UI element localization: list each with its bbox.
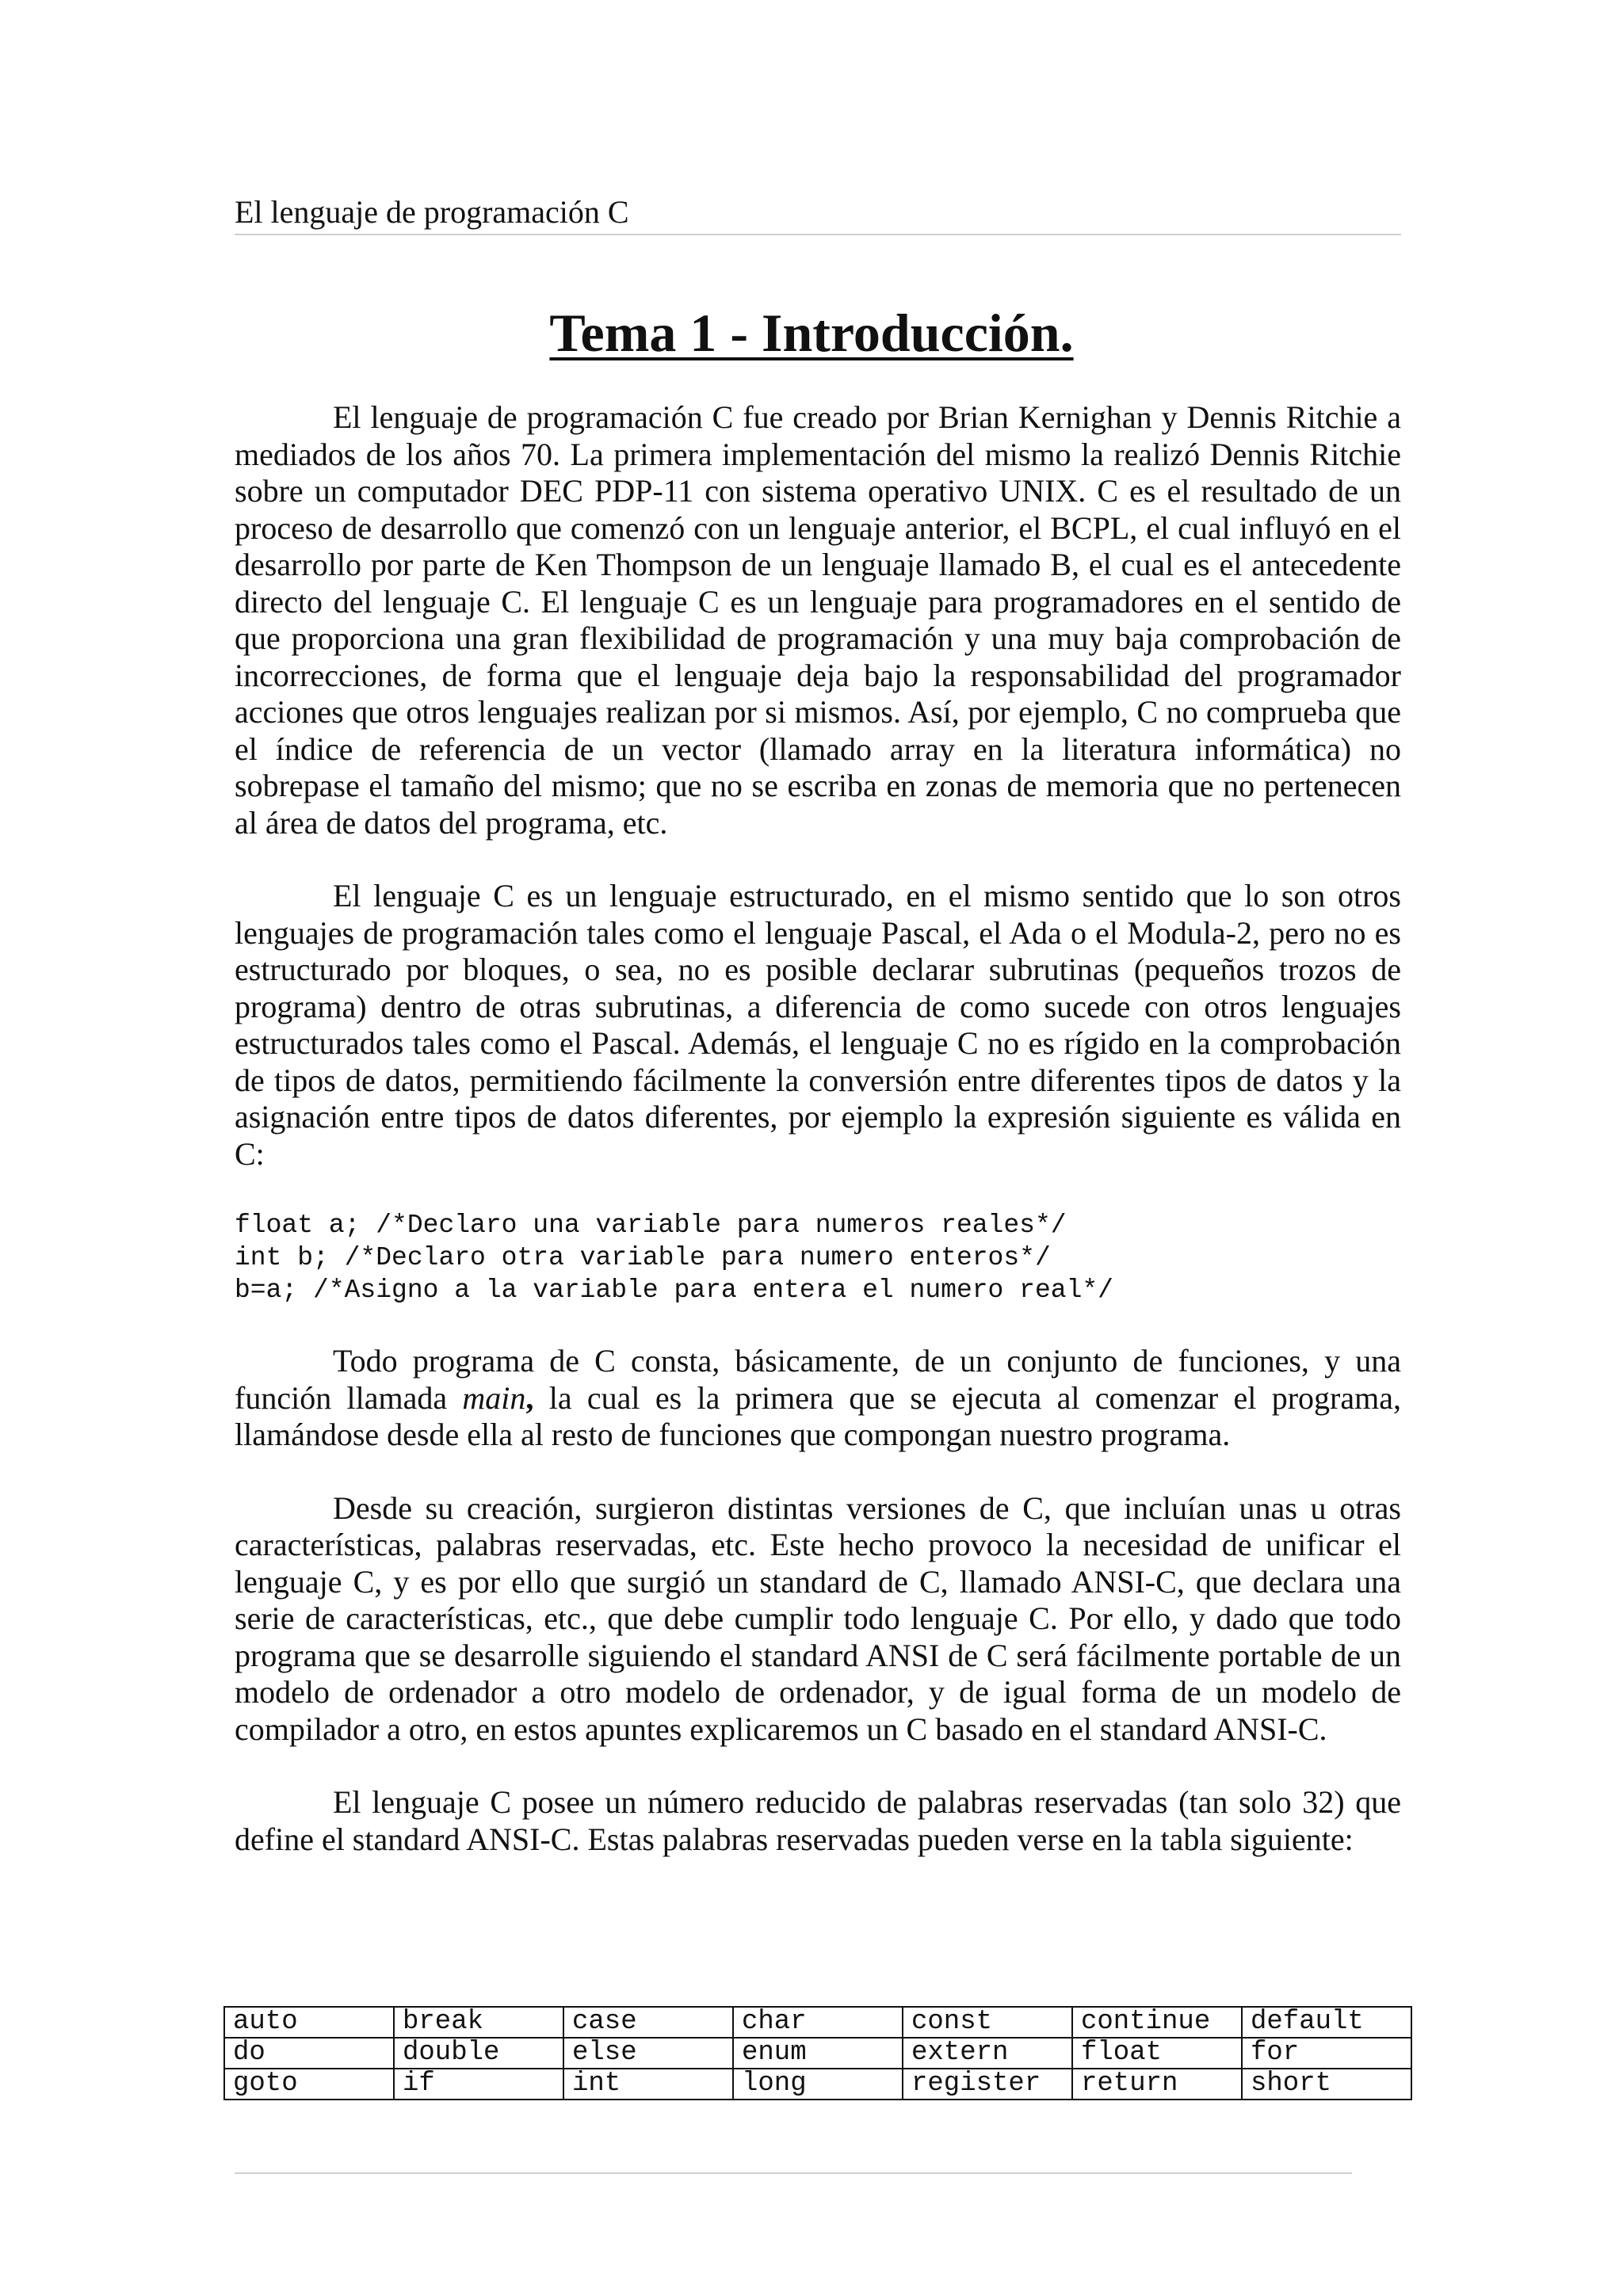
table-row xyxy=(224,2069,1411,2100)
table-cell: char xyxy=(733,2007,903,2038)
footer-divider xyxy=(235,2172,1352,2174)
page-title: Tema 1 - Introducción. xyxy=(549,303,1074,363)
bold-comma: , xyxy=(525,1379,534,1416)
code-line: int b; /*Declaro otra variable para numero enteros*/ xyxy=(235,1243,1051,1272)
table-cell: goto xyxy=(224,2069,394,2100)
paragraph-keywords-intro: El lenguaje C posee un número reducido de palabras reservadas (tan solo 32) que define el standard ANSI-C. Estas palabras reservadas pueden verse en la tabla siguiente: xyxy=(235,1784,1401,1857)
paragraph-structure: El lenguaje C es un lenguaje estructurado, en el mismo sentido que lo son otros lenguajes de programación tales como el lenguaje Pascal, el Ada o el Modula-2, pero no es estructurado por bloques, o sea, no es posible declarar subrutinas (pequeños trozos de programa) dentro de otras subrutinas, a diferencia de como sucede con otros lenguajes estructurados tales como el Pascal. Además, el lenguaje C no es rígido en la comprobación de tipos de datos, permitiendo fácilmente la conversión entre diferentes tipos de datos y la asignación entre tipos de datos diferentes, por ejemplo la expresión siguiente es válida en C: xyxy=(235,878,1401,1172)
table-cell: if xyxy=(394,2069,563,2100)
paragraph-main-function xyxy=(235,1343,1401,1454)
table-cell: auto xyxy=(224,2007,394,2038)
table-cell: long xyxy=(733,2069,903,2100)
table-cell: return xyxy=(1072,2069,1242,2100)
table-row xyxy=(224,2007,1411,2038)
table-cell: double xyxy=(394,2038,563,2069)
code-line: b=a; /*Asigno a la variable para entera el numero real*/ xyxy=(235,1276,1113,1305)
table-cell: register xyxy=(903,2069,1072,2100)
paragraph-origin: El lenguaje de programación C fue creado por Brian Kernighan y Dennis Ritchie a mediados de los años 70. La primera implementación del mismo la realizó Dennis Ritchie sobre un computador DEC PDP-11 con sistema operativo UNIX. C es el resultado de un proceso de desarrollo que comenzó con un lenguaje anterior, el BCPL, el cual influyó en el desarrollo por parte de Ken Thompson de un lenguaje llamado B, el cual es el antecedente directo del lenguaje C. El lenguaje C es un lenguaje para programadores en el sentido de que proporciona una gran flexibilidad de programación y una muy baja comprobación de incorrecciones, de forma que el lenguaje deja bajo la responsabilidad del programador acciones que otros lenguajes realizan por si mismos. Así, por ejemplo, C no comprueba que el índice de referencia de un vector (llamado array en la literatura informática) no sobrepase el tamaño del mismo; que no se escriba en zonas de memoria que no pertenecen al área de datos del programa, etc. xyxy=(235,399,1401,841)
table-cell: default xyxy=(1242,2007,1411,2038)
reserved-words-table xyxy=(223,2006,1412,2100)
main-content xyxy=(235,399,1401,1894)
table-cell: else xyxy=(563,2038,733,2069)
code-line: float a; /*Declaro una variable para numeros reales*/ xyxy=(235,1211,1067,1240)
table-cell: case xyxy=(563,2007,733,2038)
table-cell: enum xyxy=(733,2038,903,2069)
table-cell: const xyxy=(903,2007,1072,2038)
main-keyword: main xyxy=(462,1379,526,1416)
table-cell: break xyxy=(394,2007,563,2038)
table-cell: short xyxy=(1242,2069,1411,2100)
table-cell: continue xyxy=(1072,2007,1242,2038)
table-cell: do xyxy=(224,2038,394,2069)
table-cell: extern xyxy=(903,2038,1072,2069)
code-example xyxy=(235,1209,1401,1306)
text-segment: la cual es la primera que se ejecuta al comenzar el programa, llamándose desde ella al resto de funciones que compongan nuestro programa. xyxy=(235,1379,1401,1452)
table-cell: int xyxy=(563,2069,733,2100)
text-segment: Todo programa de C consta, básicamente, de un conjunto de funciones, y una función llamada xyxy=(235,1343,1401,1416)
table-cell: float xyxy=(1072,2038,1242,2069)
table-cell: for xyxy=(1242,2038,1411,2069)
running-header: El lenguaje de programación C xyxy=(235,193,1401,235)
table-row xyxy=(224,2038,1411,2069)
paragraph-ansi: Desde su creación, surgieron distintas versiones de C, que incluían unas u otras características, palabras reservadas, etc. Este hecho provoco la necesidad de unificar el lenguaje C, y es por ello que surgió un standard de C, llamado ANSI-C, que declara una serie de características, etc., que debe cumplir todo lenguaje C. Por ello, y dado que todo programa que se desarrolle siguiendo el standard ANSI de C será fácilmente portable de un modelo de ordenador a otro modelo de ordenador, y de igual forma de un modelo de compilador a otro, en estos apuntes explicaremos un C basado en el standard ANSI-C. xyxy=(235,1489,1401,1747)
